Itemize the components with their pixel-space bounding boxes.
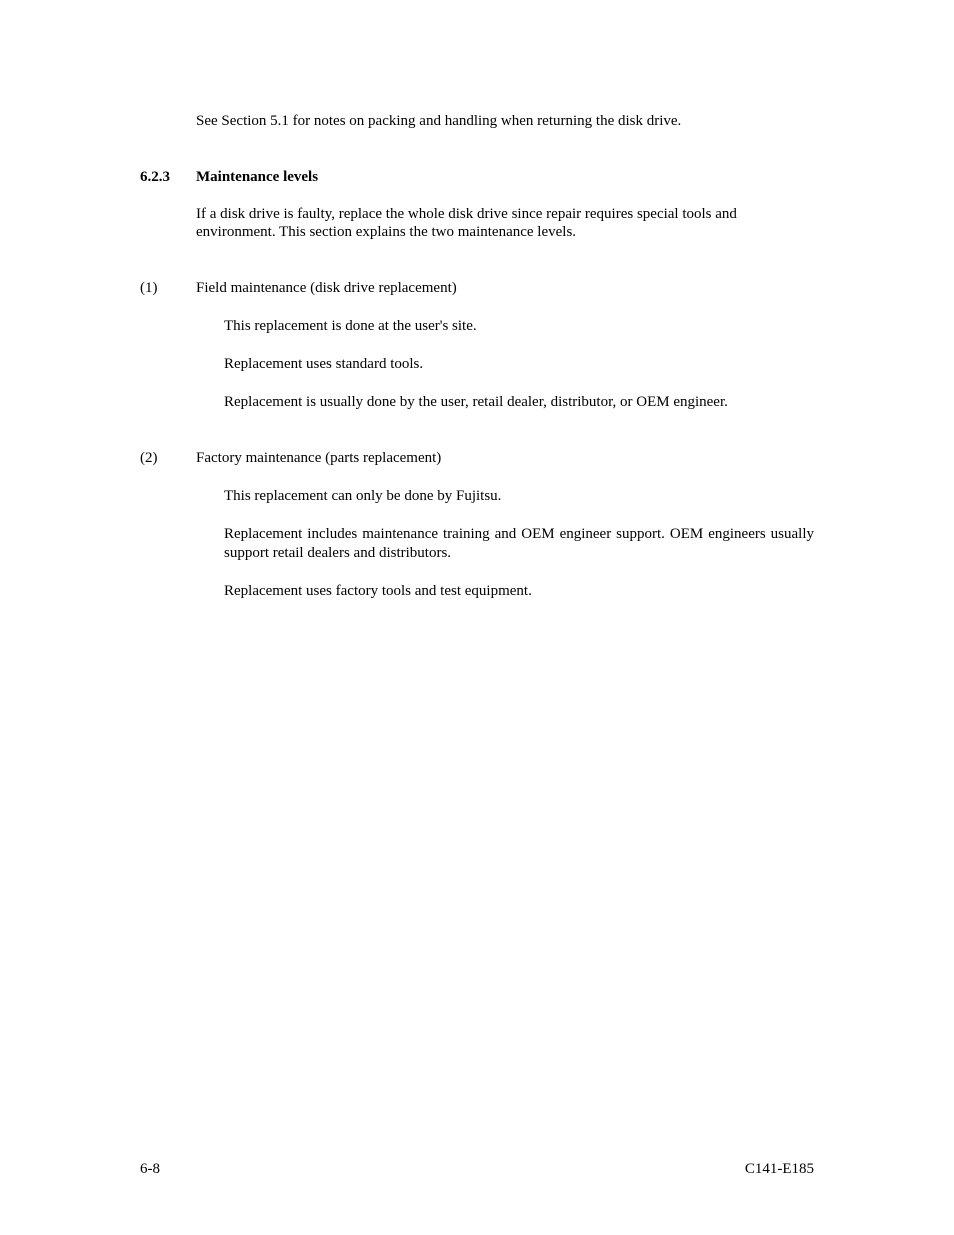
- item-1-point-1: This replacement is done at the user's site.: [224, 318, 477, 334]
- section-number: 6.2.3: [140, 169, 170, 185]
- section-title: Maintenance levels: [196, 169, 319, 185]
- item-2-marker: (2): [140, 450, 158, 466]
- section-body-line-1: If a disk drive is faulty, replace the whole disk drive since repair requires special tools and: [196, 206, 737, 222]
- item-1-marker: (1): [140, 280, 158, 296]
- item-1-point-3: Replacement is usually done by the user, retail dealer, distributor, or OEM engineer.: [224, 394, 728, 410]
- item-2-point-2: Replacement includes maintenance training and OEM engineer support. OEM engineers usually support retail dealers and distributors.: [224, 526, 814, 561]
- item-2-point-3: Replacement uses factory tools and test equipment.: [224, 583, 532, 599]
- section-body-line-2: environment. This section explains the two maintenance levels.: [196, 224, 577, 240]
- intro-paragraph: See Section 5.1 for notes on packing and handling when returning the disk drive.: [196, 113, 682, 129]
- item-2-title: Factory maintenance (parts replacement): [196, 450, 442, 466]
- item-1-title: Field maintenance (disk drive replacement): [196, 280, 457, 296]
- item-1-point-2: Replacement uses standard tools.: [224, 356, 424, 372]
- item-2-point-1: This replacement can only be done by Fujitsu.: [224, 488, 502, 504]
- footer-page-number: 6-8: [140, 1161, 160, 1177]
- footer-document-id: C141-E185: [744, 1161, 814, 1177]
